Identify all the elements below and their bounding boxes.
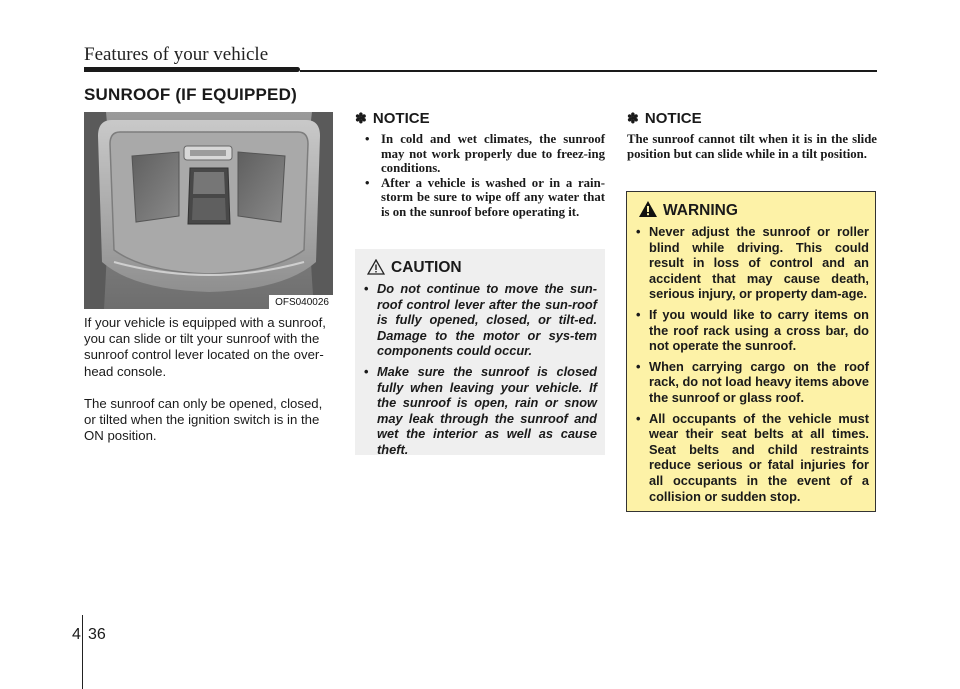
- notice-item: • After a vehicle is washed or in a rain-storm be sure to wipe off any water that is on the sunroof before operating it.: [365, 175, 605, 219]
- caution-box: [355, 249, 605, 455]
- section-title: SUNROOF (IF EQUIPPED): [84, 85, 297, 104]
- overhead-console-illustration: [84, 112, 333, 309]
- warning-title: WARNING: [663, 202, 738, 219]
- warning-item: • If you would like to carry items on the roof rack using a cross bar, do not operate the sunroof.: [636, 306, 869, 354]
- warning-item: • All occupants of the vehicle must wear their seat belts at all times. Seat belts and child restraints reduce serious or fatal injuries for all occupants in the event of a collision or sudden stop.: [636, 410, 869, 504]
- header-rule-thin: [300, 70, 877, 72]
- body-paragraph-1: If your vehicle is equipped with a sunroof, you can slide or tilt your sunroof with the sunroof control lever located on the over-head console.: [84, 315, 326, 379]
- body-text: [84, 315, 336, 460]
- warning-item: • Never adjust the sunroof or roller blind while driving. This could result in loss of control and an accident that may cause death, serious injury, or property dam-age.: [636, 224, 869, 302]
- warning-item: • When carrying cargo on the roof rack, do not load heavy items above the sunroof or glass roof.: [636, 358, 869, 405]
- caution-list: [355, 281, 597, 463]
- caution-item: • Make sure the sunroof is closed fully when leaving your vehicle. If the sunroof is open, rain or snow may leak through the sunroof and wet the interior as well as cause theft.: [364, 363, 597, 457]
- caution-item: • Do not continue to move the sun-roof control lever after the sun-roof is fully opened, closed, or tilt-ed. Damage to the motor or sys-tem components could occur.: [364, 281, 597, 359]
- page-header-title: Features of your vehicle: [84, 44, 269, 65]
- notice-heading-1: [355, 110, 430, 127]
- chapter-number: 4: [72, 626, 81, 643]
- photo-id-label: OFS040026: [269, 295, 333, 309]
- notice-title: NOTICE: [372, 110, 430, 127]
- notice-heading-2: [627, 110, 702, 127]
- notice-text-2: The sunroof cannot tilt when it is in the slide position but can slide while in a tilt position.: [627, 132, 877, 161]
- notice-item: • In cold and wet climates, the sunroof may not work properly due to freez-ing conditions.: [365, 132, 605, 176]
- warning-list: [627, 224, 869, 509]
- caution-title: CAUTION: [391, 259, 462, 276]
- overhead-console-photo: [84, 112, 333, 309]
- body-paragraph-2: The sunroof can only be opened, closed, or tilted when the ignition switch is in the ON position.: [84, 395, 323, 444]
- notice-star-icon: ✽: [355, 110, 367, 126]
- notice-list-1: [355, 132, 605, 220]
- warning-triangle-icon: [638, 200, 658, 218]
- page-number: 36: [88, 626, 106, 643]
- caution-triangle-icon: [367, 259, 385, 275]
- header-rule-thick: [84, 67, 300, 72]
- footer-divider: [82, 615, 83, 689]
- warning-box: [626, 191, 876, 512]
- notice-title: NOTICE: [644, 110, 702, 127]
- notice-star-icon: ✽: [627, 110, 639, 126]
